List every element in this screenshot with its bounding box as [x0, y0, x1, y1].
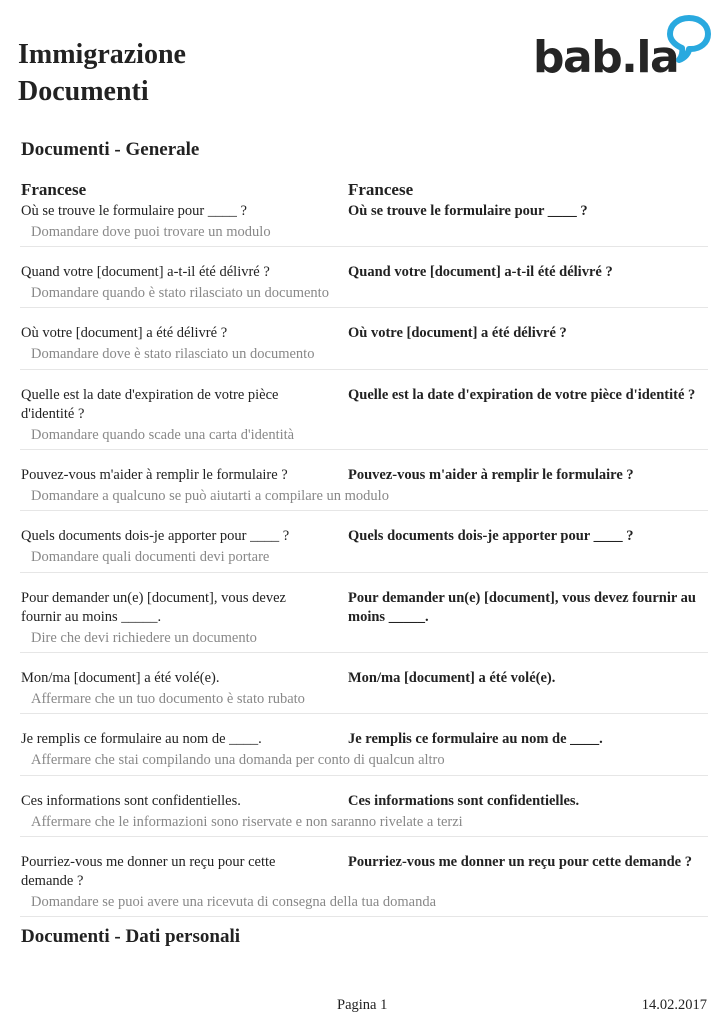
logo-text: bab.la — [533, 32, 679, 83]
phrase-description: Dire che devi richiedere un documento — [31, 630, 257, 646]
phrase-description: Domandare a qualcuno se può aiutarti a compilare un modulo — [31, 488, 389, 504]
target-language-header: Francese — [348, 180, 414, 199]
target-phrase: Pourriez-vous me donner un reçu pour cette demande ? — [348, 854, 692, 870]
speech-bubble-icon — [665, 14, 713, 64]
list-item — [20, 573, 708, 653]
phrase-description: Domandare dove puoi trovare un modulo — [31, 224, 271, 240]
list-item — [20, 511, 708, 573]
list-item — [20, 308, 708, 370]
phrase-list — [0, 202, 725, 917]
source-phrase: Quelle est la date d'expiration de votre pièce d'identité ? — [21, 387, 279, 422]
target-phrase: Mon/ma [document] a été volé(e). — [348, 670, 556, 686]
phrase-description: Domandare quando scade una carta d'identità — [31, 427, 295, 443]
footer-date: 14.02.2017 — [641, 997, 707, 1013]
target-phrase: Quelle est la date d'expiration de votre pièce d'identité ? — [348, 387, 696, 403]
phrase-description: Affermare che stai compilando una domanda per conto di qualcun altro — [31, 752, 445, 768]
target-phrase: Pouvez-vous m'aider à remplir le formulaire ? — [348, 467, 634, 483]
source-phrase: Pourriez-vous me donner un reçu pour cette demande ? — [21, 854, 276, 889]
source-phrase: Où se trouve le formulaire pour ____ ? — [21, 203, 247, 219]
target-phrase: Je remplis ce formulaire au nom de ____. — [348, 731, 603, 747]
phrase-description: Affermare che un tuo documento è stato rubato — [31, 691, 305, 707]
target-phrase: Pour demander un(e) [document], vous devez fournir au moins _____. — [348, 590, 696, 625]
page-title-line1: Immigrazione — [18, 39, 186, 70]
list-item — [20, 370, 708, 450]
section-title-general: Documenti - Generale — [21, 139, 200, 160]
phrase-description: Domandare se puoi avere una ricevuta di consegna della tua domanda — [31, 894, 437, 910]
list-item — [20, 837, 708, 917]
list-item — [20, 450, 708, 511]
source-phrase: Quels documents dois-je apporter pour ____ ? — [21, 528, 290, 544]
target-phrase: Quand votre [document] a-t-il été délivré ? — [348, 264, 613, 280]
page-number: Pagina 1 — [337, 997, 388, 1013]
source-phrase: Quand votre [document] a-t-il été délivré ? — [21, 264, 270, 280]
target-phrase: Où se trouve le formulaire pour ____ ? — [348, 203, 588, 219]
target-phrase: Où votre [document] a été délivré ? — [348, 325, 567, 341]
phrase-description: Domandare quando è stato rilasciato un documento — [31, 285, 329, 301]
list-item — [20, 247, 708, 308]
list-item — [20, 653, 708, 714]
list-item — [20, 776, 708, 837]
source-phrase: Mon/ma [document] a été volé(e). — [21, 670, 220, 686]
source-phrase: Je remplis ce formulaire au nom de ____. — [21, 731, 262, 747]
phrase-description: Domandare dove è stato rilasciato un documento — [31, 346, 315, 362]
source-language-header: Francese — [21, 180, 87, 199]
list-item — [20, 202, 708, 247]
page-title — [18, 36, 186, 110]
target-phrase: Quels documents dois-je apporter pour ____ ? — [348, 528, 634, 544]
section-title-personal-data: Documenti - Dati personali — [21, 926, 241, 947]
phrase-description: Domandare quali documenti devi portare — [31, 549, 270, 565]
source-phrase: Pour demander un(e) [document], vous devez fournir au moins _____. — [21, 590, 286, 625]
list-item — [20, 714, 708, 776]
source-phrase: Pouvez-vous m'aider à remplir le formulaire ? — [21, 467, 288, 483]
babla-logo — [533, 14, 713, 83]
page-title-line2: Documenti — [18, 76, 149, 107]
target-phrase: Ces informations sont confidentielles. — [348, 793, 580, 809]
source-phrase: Où votre [document] a été délivré ? — [21, 325, 228, 341]
phrase-description: Affermare che le informazioni sono riservate e non saranno rivelate a terzi — [31, 814, 463, 830]
source-phrase: Ces informations sont confidentielles. — [21, 793, 241, 809]
